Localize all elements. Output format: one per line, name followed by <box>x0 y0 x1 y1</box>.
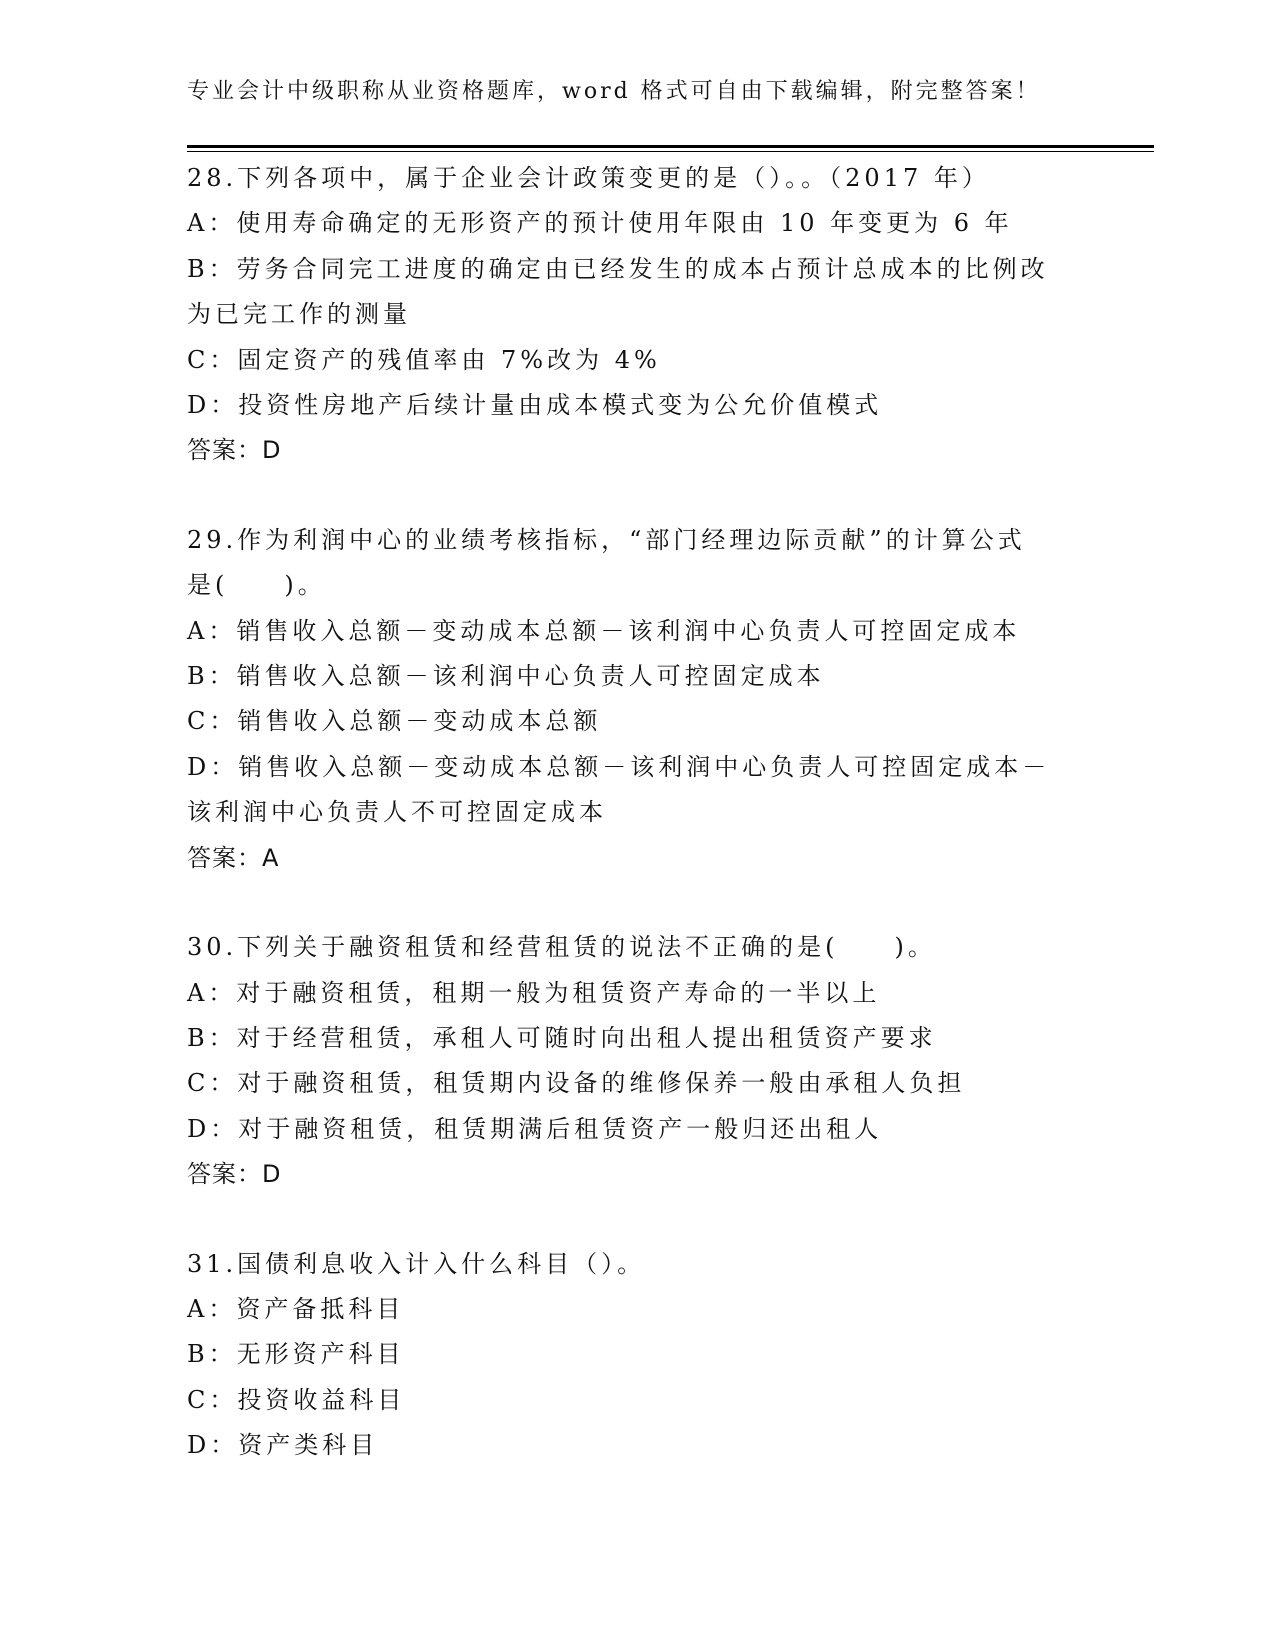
question-stem: 30.下列关于融资租赁和经营租赁的说法不正确的是( )。 <box>187 933 936 962</box>
option-c: C：销售收入总额－变动成本总额 <box>187 707 602 736</box>
option-b: B：销售收入总额－该利润中心负责人可控固定成本 <box>187 662 825 691</box>
option-a: A：使用寿命确定的无形资产的预计使用年限由 10 年变更为 6 年 <box>187 209 1013 238</box>
option-d: D：销售收入总额－变动成本总额－该利润中心负责人可控固定成本－ <box>187 752 1051 781</box>
option-c: C：固定资产的残值率由 7%改为 4% <box>187 345 661 374</box>
option-a: A：对于融资租赁，租期一般为租赁资产寿命的一半以上 <box>187 978 881 1007</box>
option-d: D：投资性房地产后续计量由成本模式变为公允价值模式 <box>187 391 883 420</box>
option-c: C：投资收益科目 <box>187 1385 406 1414</box>
option-b: B：无形资产科目 <box>187 1340 405 1369</box>
question-stem: 28.下列各项中，属于企业会计政策变更的是（）。。（2017 年） <box>187 164 990 192</box>
option-a: A：销售收入总额－变动成本总额－该利润中心负责人可控固定成本 <box>187 616 1021 645</box>
question-stem: 31.国债利息收入计入什么科目（）。 <box>187 1249 646 1278</box>
header-rule-thick <box>187 145 1154 148</box>
question-stem-continued: 是( )。 <box>187 571 326 600</box>
answer-label: 答案：A <box>187 843 280 872</box>
option-d-continued: 该利润中心负责人不可控固定成本 <box>187 798 607 827</box>
question-30 <box>187 925 1147 1197</box>
question-stem: 29.作为利润中心的业绩考核指标，“部门经理边际贡献”的计算公式 <box>187 525 1026 554</box>
option-b: B：劳务合同完工进度的确定由已经发生的成本占预计总成本的比例改 <box>187 254 1049 283</box>
question-list <box>187 156 1147 1469</box>
option-b-continued: 为已完工作的测量 <box>187 300 411 329</box>
option-d: D：资产类科目 <box>187 1431 379 1460</box>
option-b: B：对于经营租赁，承租人可随时向出租人提出租赁资产要求 <box>187 1023 937 1052</box>
header-rule-thin <box>187 151 1154 152</box>
question-31 <box>187 1242 1147 1469</box>
question-28 <box>187 156 1147 474</box>
option-c: C：对于融资租赁，租赁期内设备的维修保养一般由承租人负担 <box>187 1069 966 1098</box>
option-a: A：资产备抵科目 <box>187 1294 405 1323</box>
option-d: D：对于融资租赁，租赁期满后租赁资产一般归还出租人 <box>187 1114 883 1143</box>
page-header: 专业会计中级职称从业资格题库，word 格式可自由下载编辑，附完整答案！ <box>187 79 1041 104</box>
answer-label: 答案：D <box>187 1160 282 1189</box>
question-29 <box>187 518 1147 881</box>
answer-label: 答案：D <box>187 436 282 465</box>
